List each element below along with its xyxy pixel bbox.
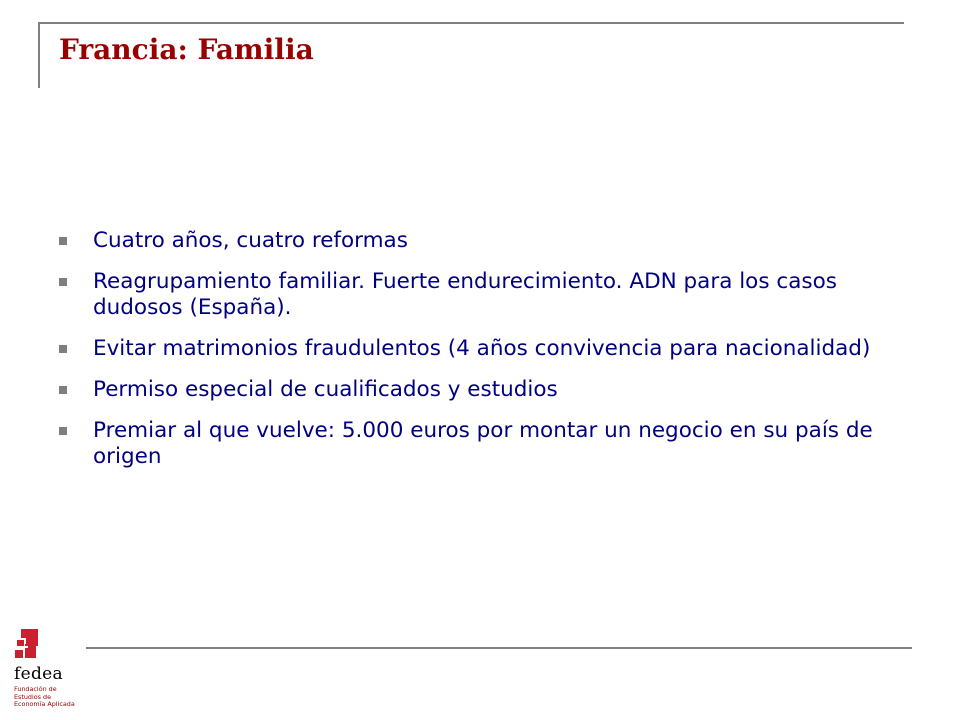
logo-name: fedea	[14, 664, 63, 684]
slide-title: Francia: Familia	[59, 33, 314, 66]
logo-subtitle-line: Economía Aplicada	[14, 700, 75, 708]
bullet-text: Reagrupamiento familiar. Fuerte endurecimiento. ADN para los casos dudosos (España).	[93, 269, 837, 320]
bullet-text: Permiso especial de cualificados y estudios	[93, 377, 558, 402]
bullet-item	[0, 413, 893, 470]
bullet-item	[0, 372, 893, 403]
logo-subtitle	[14, 686, 84, 709]
bullet-text: Premiar al que vuelve: 5.000 euros por montar un negocio en su país de origen	[93, 418, 873, 469]
square-bullet-icon	[59, 237, 67, 245]
header-top-rule	[40, 22, 904, 24]
bullet-item	[0, 331, 893, 362]
bullet-list	[0, 223, 960, 480]
logo-subtitle-line: Fundación de	[14, 685, 57, 693]
fedea-logo	[10, 626, 82, 710]
fedea-logo-mark-icon	[12, 626, 42, 666]
bullet-item	[0, 264, 893, 321]
bullet-text: Cuatro años, cuatro reformas	[93, 228, 408, 253]
bullet-text: Evitar matrimonios fraudulentos (4 años convivencia para nacionalidad)	[93, 336, 871, 361]
logo-subtitle-line: Estudios de	[14, 692, 52, 701]
bullet-item	[0, 223, 893, 254]
square-bullet-icon	[59, 427, 67, 435]
square-bullet-icon	[59, 386, 67, 394]
header-left-rule	[38, 22, 40, 88]
square-bullet-icon	[59, 345, 67, 353]
footer-rule	[86, 647, 912, 649]
square-bullet-icon	[59, 278, 67, 286]
